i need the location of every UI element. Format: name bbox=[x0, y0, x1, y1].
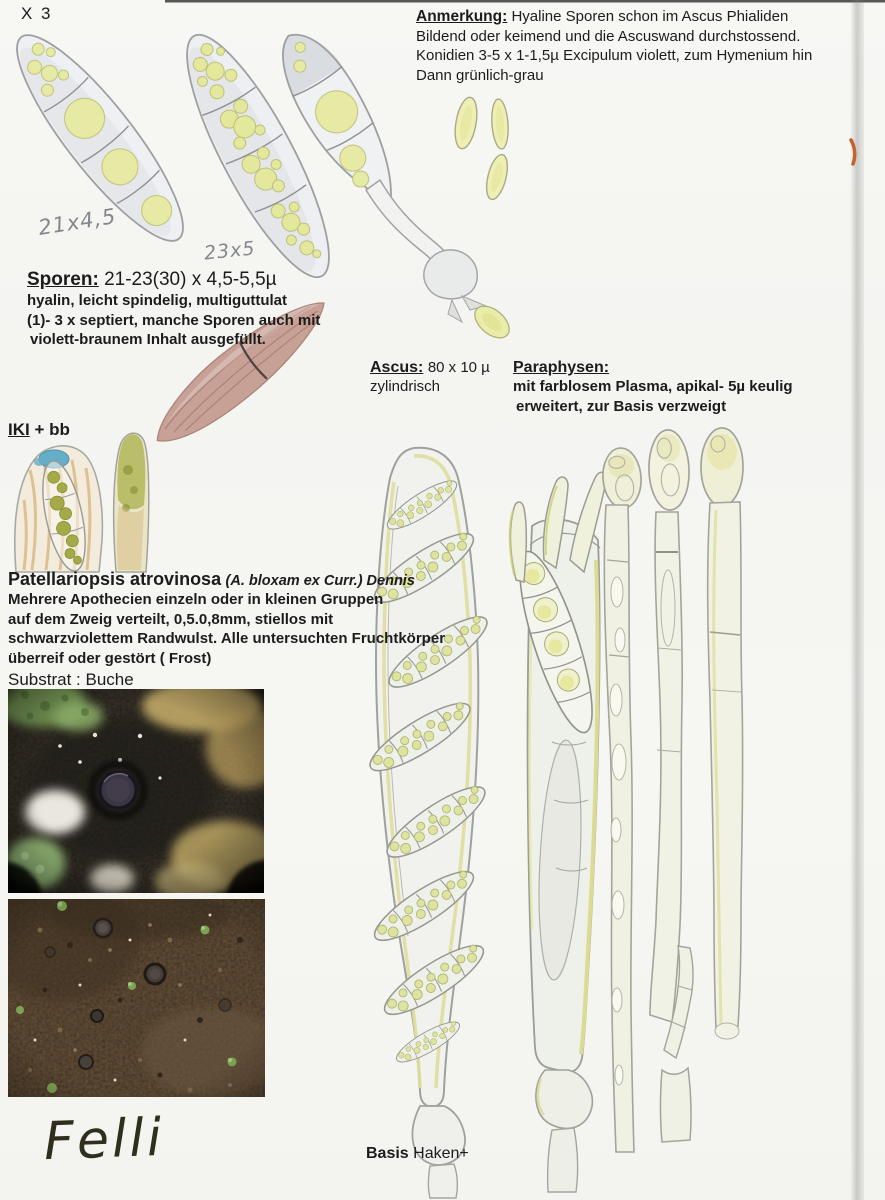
handwritten-measure-2: 23x5 bbox=[202, 237, 257, 265]
species-name: Patellariopsis atrovinosa bbox=[8, 569, 222, 589]
iki-asci-drawing bbox=[15, 433, 149, 574]
paraphysen-line: mit farblosem Plasma, apikal- 5µ keulig bbox=[513, 378, 793, 395]
photo-bark-apothecia bbox=[0, 880, 282, 1097]
paraphyses-drawing bbox=[601, 428, 743, 1152]
scan-right-shadow bbox=[850, 0, 864, 1200]
ascus-header: Ascus: 80 x 10 µ bbox=[370, 359, 490, 376]
anmerkung-label: Anmerkung: bbox=[416, 8, 508, 25]
ascus-drawing bbox=[362, 448, 495, 1198]
species-line: schwarzviolettem Randwulst. Alle untersuchten Fruchtkörper bbox=[8, 630, 446, 647]
species-line: Mehrere Apothecien einzeln oder in kleinen Gruppen bbox=[8, 591, 384, 608]
handwritten-measure-1: 21x4,5 bbox=[36, 204, 118, 240]
anmerkung-line: Dann grünlich-grau bbox=[416, 66, 544, 84]
species-line: auf dem Zweig verteilt, 0,5.0,8mm, stiellos mit bbox=[8, 610, 334, 628]
species-title bbox=[8, 569, 445, 590]
anmerkung-line: Bildend oder keimend und die Ascuswand durchstossend. bbox=[416, 27, 801, 45]
scan-top-edge-line bbox=[165, 0, 885, 3]
basis-note: Basis Haken+ bbox=[366, 1145, 469, 1162]
paraphysen-block bbox=[513, 359, 793, 416]
ascus-label: Ascus: bbox=[370, 359, 424, 376]
iki-note: IKI + bb bbox=[8, 420, 70, 439]
conidia-drawing bbox=[452, 96, 512, 202]
substrate-note: Substrat : Buche bbox=[8, 670, 134, 689]
species-authority: (A. bloxam ex Curr.) Dennis bbox=[225, 573, 415, 589]
anmerkung-line: Konidien 3-5 x 1-1,5µ Excipulum violett, zum Hymenium hin bbox=[416, 47, 813, 64]
sporen-header: Sporen: 21-23(30) x 4,5-5,5µ bbox=[27, 269, 277, 290]
ascus-shape: zylindrisch bbox=[370, 378, 441, 395]
ascus-block bbox=[370, 359, 490, 397]
sporen-label: Sporen: bbox=[27, 269, 99, 290]
paraphysen-line: erweitert, zur Basis verzweigt bbox=[516, 397, 727, 415]
anmerkung-line: Anmerkung: Hyaline Sporen schon im Ascus Phialiden bbox=[416, 8, 789, 25]
sporen-line: violett-braunem Inhalt ausgefüllt. bbox=[30, 331, 266, 348]
germinating-ascus-drawing bbox=[506, 472, 607, 1192]
sporen-line: hyalin, leicht spindelig, multiguttulat bbox=[27, 292, 288, 309]
paraphysen-label: Paraphysen: bbox=[513, 359, 610, 376]
sporen-line: (1)- 3 x septiert, manche Sporen auch mit bbox=[27, 311, 321, 329]
signature: Felli bbox=[42, 1107, 166, 1173]
species-line: überreif oder gestört ( Frost) bbox=[8, 649, 212, 667]
sporen-block bbox=[27, 269, 320, 350]
scale-note: X 3 bbox=[21, 4, 53, 23]
species-block bbox=[8, 569, 445, 690]
anmerkung-block bbox=[416, 7, 812, 85]
